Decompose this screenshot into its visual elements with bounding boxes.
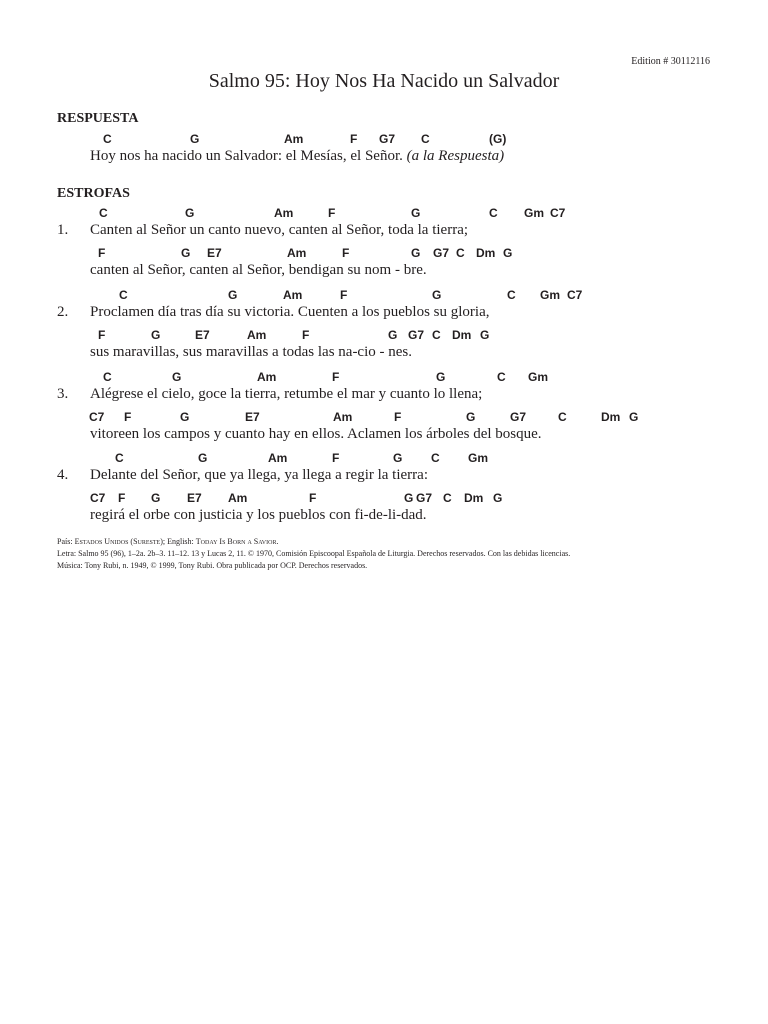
english-title: Today Is Born a Savior. — [195, 537, 279, 546]
estrofas-heading: ESTROFAS — [57, 186, 130, 201]
chord: C7 — [90, 491, 106, 505]
verse-1-line-2 — [0, 246, 768, 286]
chord: C — [497, 370, 506, 384]
chord: Dm — [452, 328, 472, 342]
chord: G — [190, 132, 200, 146]
chord: Am — [274, 206, 294, 220]
chord: G — [388, 328, 398, 342]
chord: F — [124, 410, 132, 424]
credits-music-line: Música: Tony Rubi, n. 1949, © 1999, Tony Rubi. Obra publicada por OCP. Derechos reservados. — [57, 561, 368, 570]
verse-lyric: Canten al Señor un canto nuevo, canten al Señor, toda la tierra; — [90, 222, 469, 238]
chord: F — [98, 328, 106, 342]
chord: F — [332, 451, 340, 465]
chord: C — [507, 288, 516, 302]
chord: Am — [228, 491, 248, 505]
chord: Gm — [468, 451, 489, 465]
respuesta-heading: RESPUESTA — [57, 111, 139, 126]
respuesta-note: (a la Respuesta) — [406, 148, 505, 164]
chord: C — [119, 288, 128, 302]
verse-lyric: regirá el orbe con justicia y los pueblos con fi-de-li-dad. — [90, 507, 427, 523]
respuesta-lyric — [90, 148, 504, 165]
chord: G — [503, 246, 513, 260]
chord: F — [350, 132, 358, 146]
english-label: ; English: — [162, 537, 194, 546]
chord: Am — [268, 451, 288, 465]
chord: C7 — [89, 410, 105, 424]
chord: C — [115, 451, 124, 465]
chord: Am — [283, 288, 303, 302]
verse-4-line-2 — [0, 491, 768, 531]
credits-lyrics-line: Letra: Salmo 95 (96), 1–2a. 2b–3. 11–12. 13 y Lucas 2, 11. © 1970, Comisión Episcoopal Española de Liturgia. Derechos reservados. Con las debidas licencias. — [57, 549, 571, 558]
verse-number: 1. — [57, 222, 69, 238]
verse-number: 4. — [57, 467, 69, 483]
verse-2-line-2 — [0, 328, 768, 368]
chord: G — [151, 491, 161, 505]
chord: G7 — [408, 328, 425, 342]
verse-lyric: sus maravillas, sus maravillas a todas las na-cio - nes. — [90, 344, 413, 360]
chord: G — [411, 246, 421, 260]
chord: C — [432, 328, 441, 342]
chord: G — [493, 491, 503, 505]
verse-number: 3. — [57, 386, 69, 402]
chord: E7 — [207, 246, 222, 260]
chord: C — [431, 451, 440, 465]
chord: C — [99, 206, 108, 220]
verse-2-line-1 — [0, 288, 768, 328]
verse-lyric: canten al Señor, canten al Señor, bendigan su nom - bre. — [90, 262, 427, 278]
chord: E7 — [187, 491, 202, 505]
verse-4-line-1 — [0, 451, 768, 491]
edition-number: Edition # 30112116 — [631, 56, 710, 67]
chord: G — [393, 451, 403, 465]
chord: F — [328, 206, 336, 220]
chord: G — [629, 410, 639, 424]
chord: F — [118, 491, 126, 505]
chord: G7 — [379, 132, 396, 146]
verse-1-line-1 — [0, 206, 768, 246]
chord: C7 — [550, 206, 566, 220]
chord: Am — [257, 370, 277, 384]
chord: G7 — [416, 491, 433, 505]
chord: E7 — [195, 328, 210, 342]
verse-lyric: Delante del Señor, que ya llega, ya llega a regir la tierra: — [90, 467, 428, 483]
chord: Am — [247, 328, 267, 342]
chord: G7 — [510, 410, 527, 424]
chord: G — [404, 491, 414, 505]
chord: C — [456, 246, 465, 260]
chord: F — [98, 246, 106, 260]
chord: G — [411, 206, 421, 220]
chord: G — [181, 246, 191, 260]
chord: Gm — [540, 288, 561, 302]
chord: G — [185, 206, 195, 220]
chord: G — [466, 410, 476, 424]
verse-number: 2. — [57, 304, 69, 320]
chord: C — [443, 491, 452, 505]
chord: F — [332, 370, 340, 384]
chord: Am — [287, 246, 307, 260]
chord: F — [342, 246, 350, 260]
chord: Gm — [528, 370, 549, 384]
credits — [57, 536, 570, 572]
chord: Dm — [601, 410, 621, 424]
chord: Dm — [464, 491, 484, 505]
chord: Gm — [524, 206, 545, 220]
country-value: Estados Unidos (Sureste) — [74, 537, 163, 546]
chord: C — [558, 410, 567, 424]
respuesta-text: Hoy nos ha nacido un Salvador: el Mesías, el Señor. — [90, 148, 403, 164]
chord: F — [309, 491, 317, 505]
page-title: Salmo 95: Hoy Nos Ha Nacido un Salvador — [208, 70, 560, 92]
chord: C7 — [567, 288, 583, 302]
chord: (G) — [489, 132, 507, 146]
chord: G7 — [433, 246, 450, 260]
country-label: País: — [57, 537, 73, 546]
verse-3-line-1 — [0, 370, 768, 410]
chord: Am — [333, 410, 353, 424]
verse-lyric: Proclamen día tras día su victoria. Cuenten a los pueblos su gloria, — [90, 304, 490, 320]
chord: Am — [284, 132, 304, 146]
chord: G — [480, 328, 490, 342]
chord: C — [421, 132, 430, 146]
chord: F — [340, 288, 348, 302]
chord: G — [228, 288, 238, 302]
respuesta-line — [0, 132, 768, 172]
chord: G — [172, 370, 182, 384]
chord: Dm — [476, 246, 496, 260]
chord: C — [103, 370, 112, 384]
credits-country-line — [57, 536, 570, 548]
chord: G — [198, 451, 208, 465]
chord: G — [436, 370, 446, 384]
verse-lyric: Alégrese el cielo, goce la tierra, retumbe el mar y cuanto lo llena; — [90, 386, 483, 402]
chord: C — [489, 206, 498, 220]
chord: G — [180, 410, 190, 424]
chord: G — [432, 288, 442, 302]
chord: F — [302, 328, 310, 342]
chord: E7 — [245, 410, 260, 424]
verse-3-line-2 — [0, 410, 768, 450]
chord: F — [394, 410, 402, 424]
verse-lyric: vitoreen los campos y cuanto hay en ellos. Aclamen los árboles del bosque. — [90, 426, 542, 442]
chord: G — [151, 328, 161, 342]
chord: C — [103, 132, 112, 146]
